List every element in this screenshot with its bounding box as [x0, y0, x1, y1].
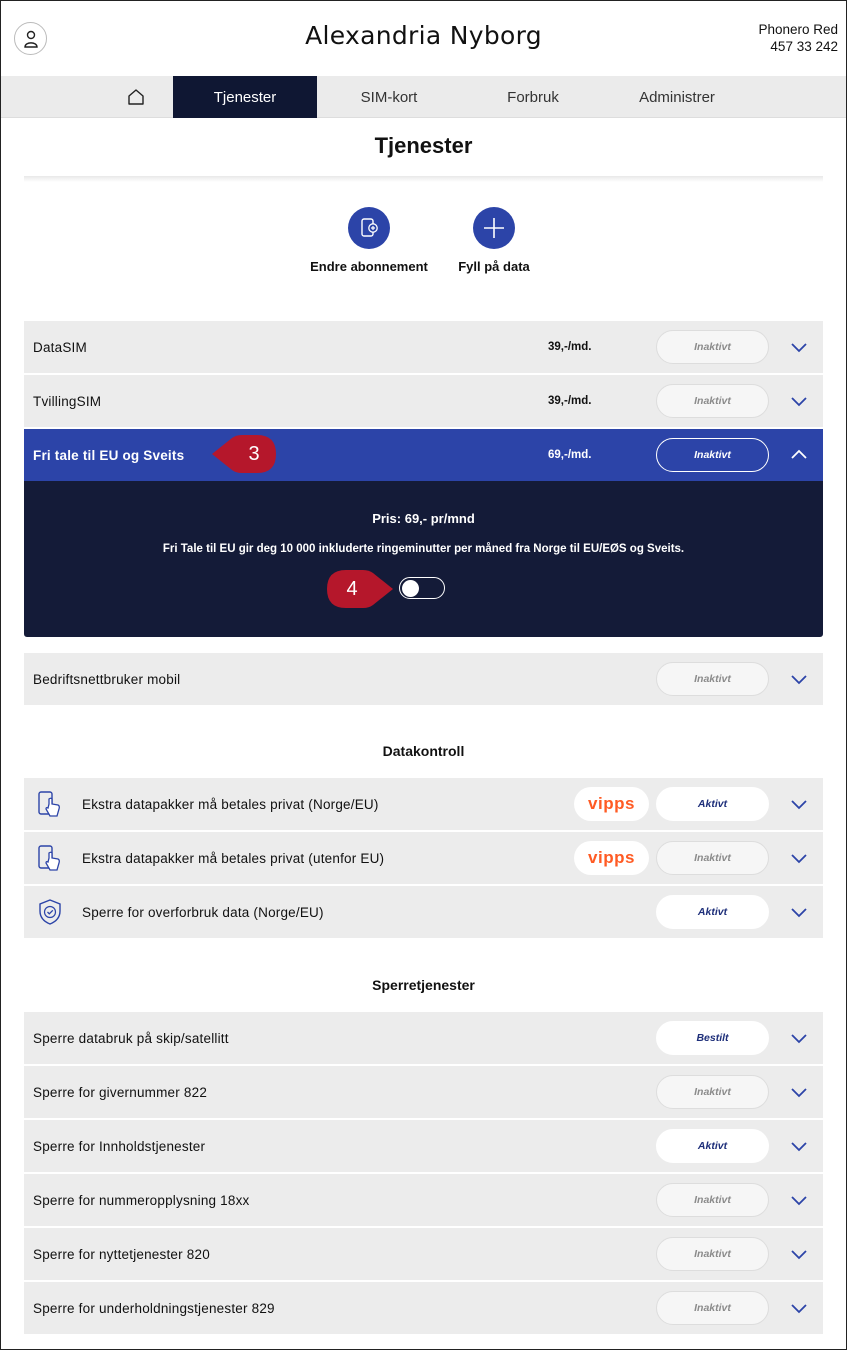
nav-home[interactable]: [116, 76, 156, 118]
status-button[interactable]: Inaktivt: [656, 1237, 769, 1271]
home-icon: [127, 88, 145, 106]
status-button[interactable]: Inaktivt: [656, 841, 769, 875]
plus-icon: [482, 216, 506, 240]
status-button[interactable]: Aktivt: [656, 1129, 769, 1163]
status-button[interactable]: Inaktivt: [656, 1291, 769, 1325]
plan-name: Phonero Red: [758, 22, 838, 37]
detail-price: Pris: 69,- pr/mnd: [372, 511, 475, 526]
datakontroll-row[interactable]: [24, 832, 823, 884]
subscription-info: [758, 21, 838, 55]
service-label: Bedriftsnettbruker mobil: [33, 671, 181, 687]
nav-tab-administrer[interactable]: Administrer: [639, 88, 715, 106]
section-title-sperretjenester: Sperretjenester: [372, 977, 475, 993]
callout-number: 3: [248, 442, 260, 465]
chevron-down-icon[interactable]: [790, 1246, 808, 1262]
title-divider: [24, 176, 823, 182]
service-price: 69,-/md.: [548, 449, 592, 461]
sperre-row[interactable]: [24, 1012, 823, 1064]
phone-number: 457 33 242: [770, 39, 838, 54]
service-row-datasim[interactable]: [24, 321, 823, 373]
main-nav: [1, 76, 846, 118]
account-owner-name: Alexandria Nyborg: [305, 21, 542, 50]
nav-tab-sim-kort[interactable]: SIM-kort: [360, 88, 418, 106]
vipps-logo: vipps: [574, 841, 649, 875]
phone-tap-icon: [36, 844, 64, 872]
fill-data-button[interactable]: [424, 207, 564, 274]
chevron-down-icon[interactable]: [790, 850, 808, 866]
change-subscription-icon: [358, 217, 380, 239]
phone-tap-icon: [36, 790, 64, 818]
chevron-down-icon[interactable]: [790, 1030, 808, 1046]
service-row-tvillingsim[interactable]: [24, 375, 823, 427]
chevron-down-icon[interactable]: [790, 1192, 808, 1208]
service-price: 39,-/md.: [548, 341, 592, 353]
service-label: Sperre for givernummer 822: [33, 1084, 208, 1100]
datakontroll-row[interactable]: [24, 886, 823, 938]
status-button[interactable]: Aktivt: [656, 895, 769, 929]
nav-tab-tjenester[interactable]: Tjenester: [173, 76, 317, 118]
status-button[interactable]: Inaktivt: [656, 330, 769, 364]
chevron-down-icon[interactable]: [790, 393, 808, 409]
status-button[interactable]: Aktivt: [656, 787, 769, 821]
chevron-down-icon[interactable]: [790, 671, 808, 687]
service-label: Ekstra datapakker må betales privat (utenfor EU): [82, 850, 385, 866]
header: [1, 1, 846, 76]
nav-tab-forbruk[interactable]: Forbruk: [507, 88, 559, 106]
service-label: TvillingSIM: [33, 393, 102, 409]
change-subscription-label: Endre abonnement: [310, 259, 428, 274]
service-label: Sperre for underholdningstjenester 829: [33, 1300, 275, 1316]
change-subscription-button[interactable]: [299, 207, 439, 274]
service-label: Ekstra datapakker må betales privat (Norge/EU): [82, 796, 379, 812]
activate-toggle[interactable]: [399, 577, 445, 599]
sperre-row[interactable]: [24, 1174, 823, 1226]
section-title-datakontroll: Datakontroll: [382, 743, 465, 759]
fill-data-label: Fyll på data: [458, 259, 530, 274]
detail-description: Fri Tale til EU gir deg 10 000 inkluderte ringeminutter per måned fra Norge til EU/EØS og Sveits.: [162, 543, 685, 555]
service-price: 39,-/md.: [548, 395, 592, 407]
chevron-down-icon[interactable]: [790, 1138, 808, 1154]
status-button[interactable]: Inaktivt: [656, 384, 769, 418]
callout-marker-4: [327, 570, 393, 608]
chevron-down-icon[interactable]: [790, 339, 808, 355]
sperre-row[interactable]: [24, 1228, 823, 1280]
service-label: DataSIM: [33, 339, 87, 355]
callout-number: 4: [346, 577, 358, 600]
chevron-down-icon[interactable]: [790, 1300, 808, 1316]
page-title: Tjenester: [374, 133, 473, 158]
datakontroll-row[interactable]: [24, 778, 823, 830]
status-button[interactable]: Inaktivt: [656, 1183, 769, 1217]
vipps-logo: vipps: [574, 787, 649, 821]
service-label: Fri tale til EU og Sveits: [33, 447, 185, 463]
sperre-row[interactable]: [24, 1282, 823, 1334]
service-row-fri-tale-eu[interactable]: [24, 429, 823, 481]
sperre-row[interactable]: [24, 1120, 823, 1172]
status-button[interactable]: Inaktivt: [656, 662, 769, 696]
service-label: Sperre databruk på skip/satellitt: [33, 1030, 229, 1046]
service-label: Sperre for nyttetjenester 820: [33, 1246, 210, 1262]
chevron-down-icon[interactable]: [790, 904, 808, 920]
callout-marker-3: [212, 435, 276, 473]
status-button[interactable]: Bestilt: [656, 1021, 769, 1055]
service-row-bedriftsnettbruker[interactable]: [24, 653, 823, 705]
service-label: Sperre for nummeropplysning 18xx: [33, 1192, 250, 1208]
chevron-down-icon[interactable]: [790, 796, 808, 812]
status-button[interactable]: Inaktivt: [656, 1075, 769, 1109]
toggle-knob: [402, 580, 419, 597]
chevron-down-icon[interactable]: [790, 1084, 808, 1100]
service-detail-panel: [24, 481, 823, 637]
sperre-row[interactable]: [24, 1066, 823, 1118]
shield-check-icon: [36, 898, 64, 926]
service-label: Sperre for Innholdstjenester: [33, 1138, 206, 1154]
chevron-up-icon[interactable]: [790, 447, 808, 463]
status-button[interactable]: Inaktivt: [656, 438, 769, 472]
service-label: Sperre for overforbruk data (Norge/EU): [82, 904, 324, 920]
